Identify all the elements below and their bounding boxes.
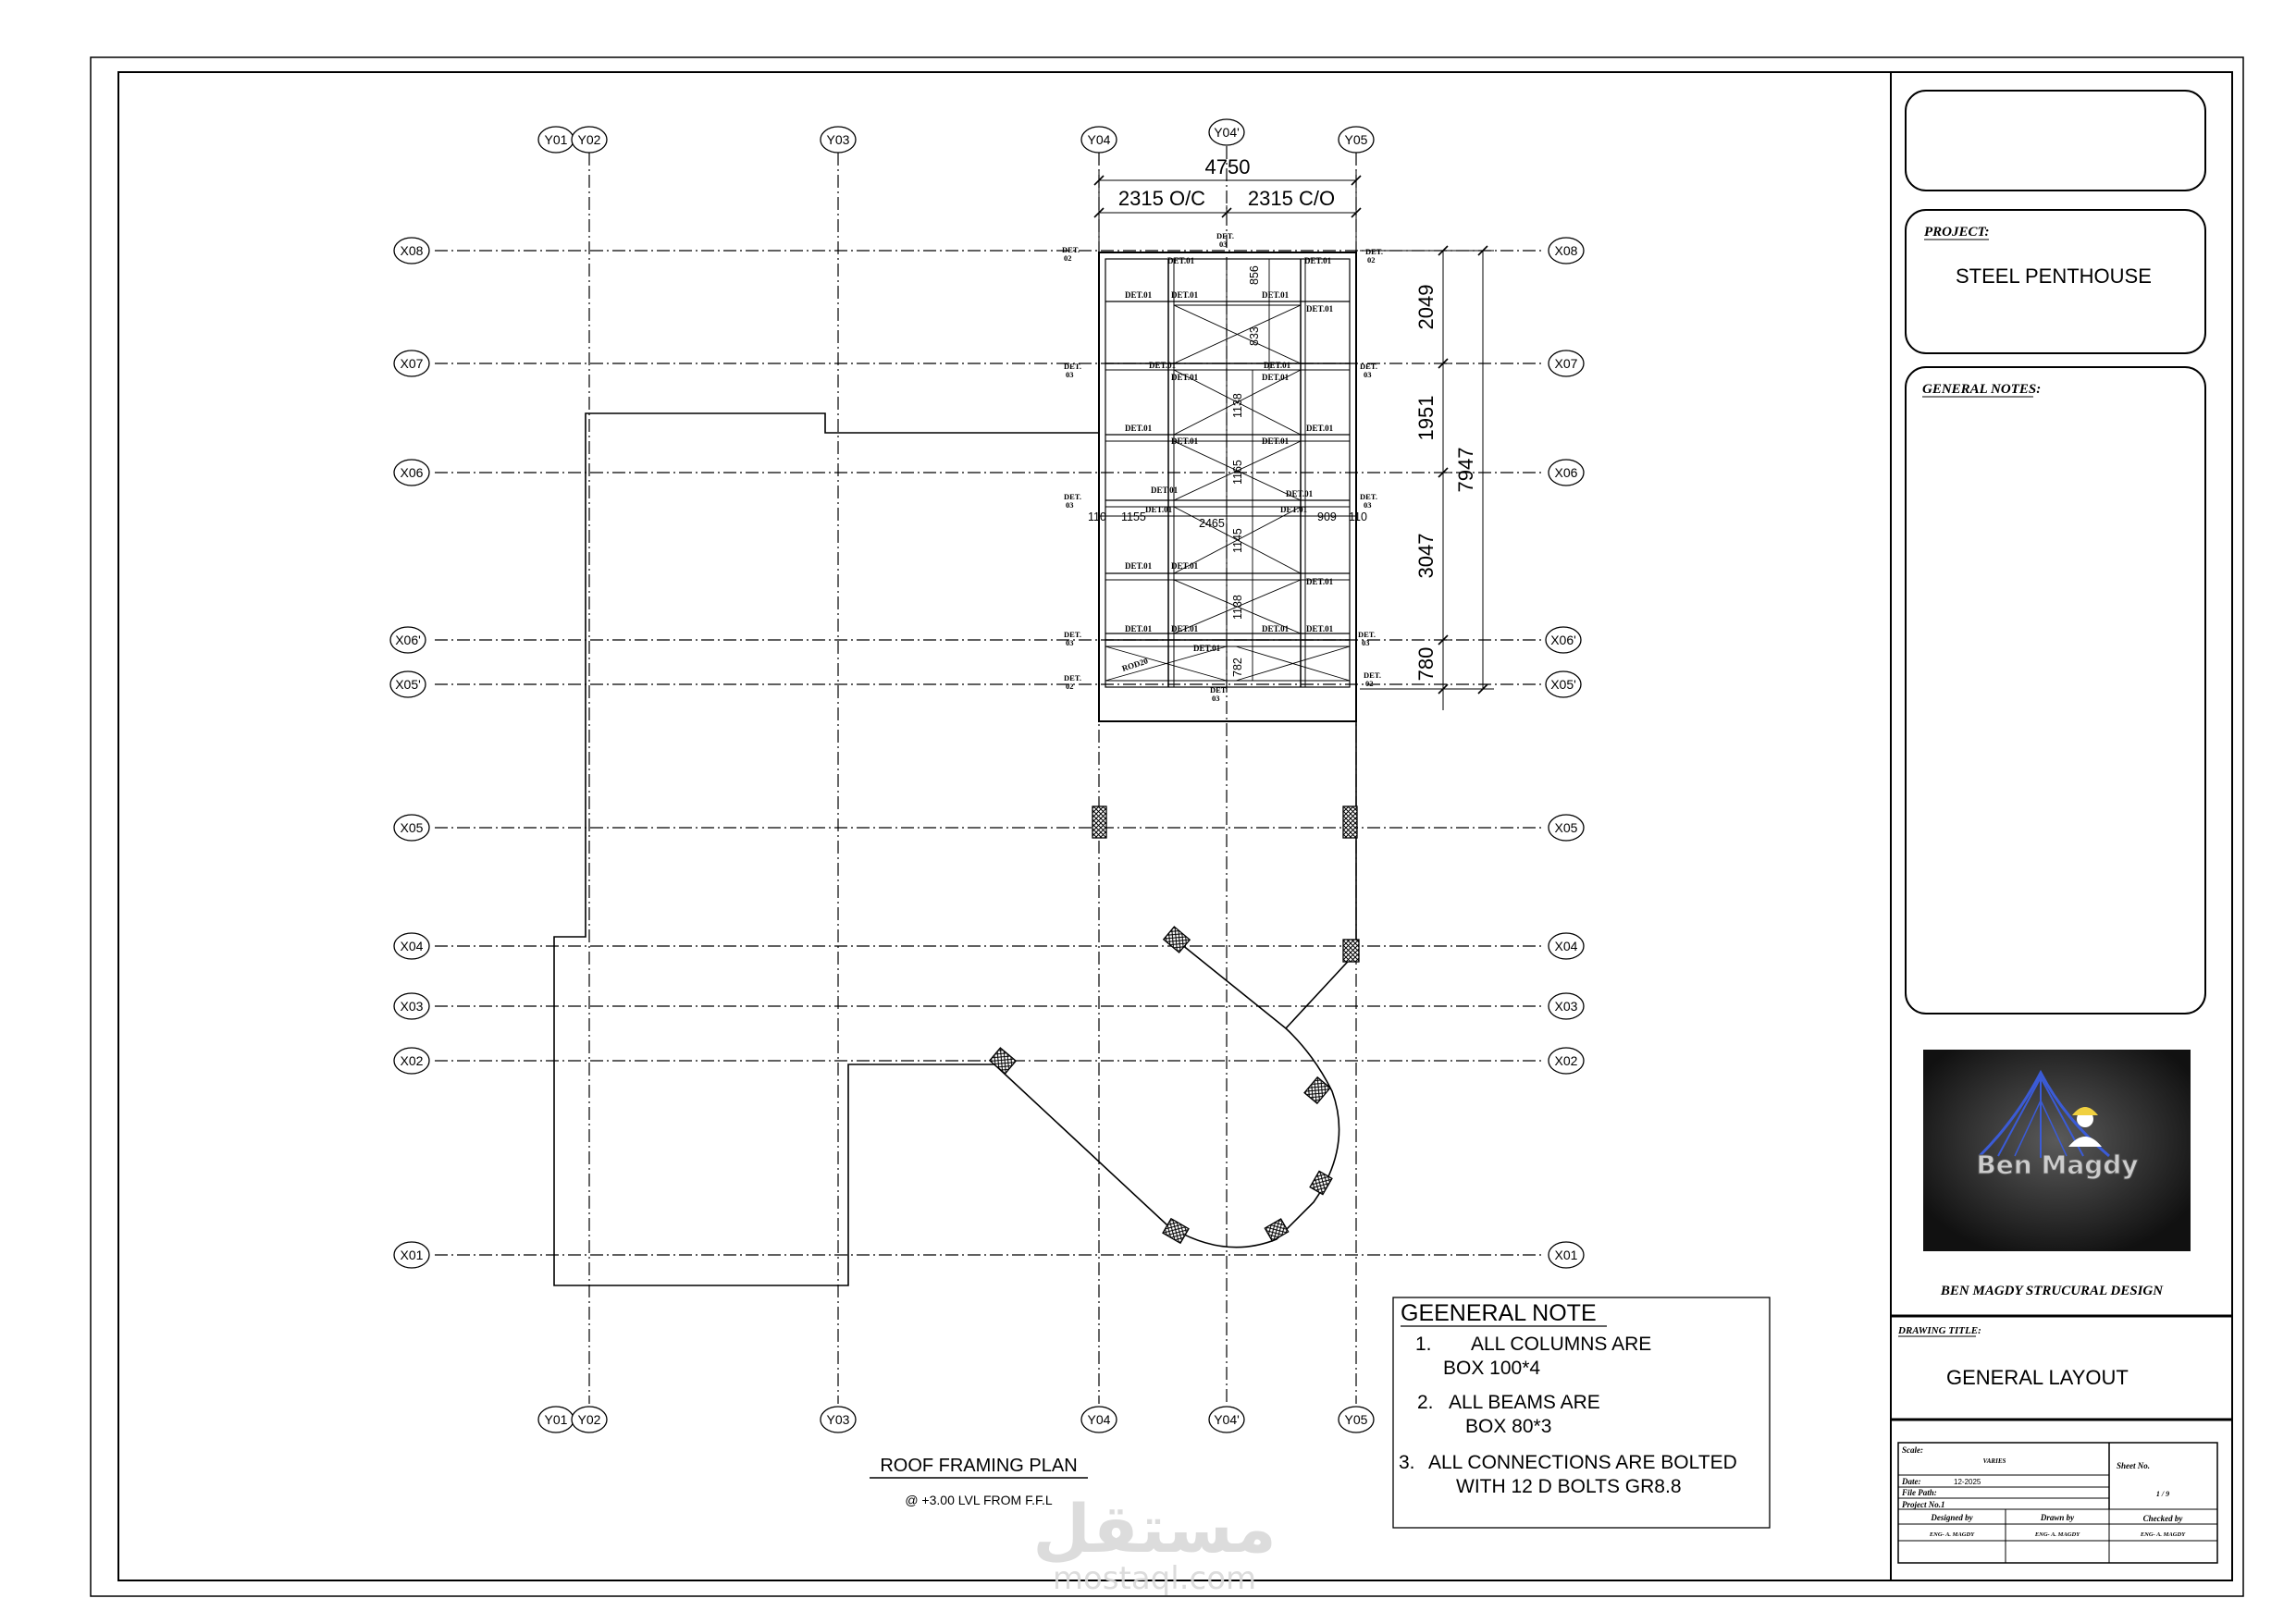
dim-text: 1138: [1231, 595, 1244, 620]
watermark-latin: mostaql.com: [1052, 1560, 1257, 1597]
title-block: [1891, 91, 2232, 1563]
general-notes-label: GENERAL NOTES:: [1922, 382, 2042, 397]
det-label: DET.01: [1286, 489, 1314, 498]
svg-text:02: 02: [1367, 255, 1376, 264]
sheet-no-value: 1 / 9: [2155, 1490, 2170, 1498]
grid-bubbles-top: [538, 119, 1374, 153]
grid-label: X05': [1550, 677, 1576, 692]
grid-label: Y05: [1344, 132, 1368, 147]
grid-label: Y01: [544, 1412, 568, 1427]
grid-label: Y04: [1087, 1412, 1111, 1427]
sheet-no-label: Sheet No.: [2117, 1461, 2150, 1470]
dim-text: 909: [1317, 510, 1337, 523]
det-label: DET.01: [1171, 624, 1199, 633]
det-label: DET.01: [1262, 436, 1290, 446]
dim-text: 833: [1248, 326, 1261, 346]
dim-text: 110: [1349, 510, 1367, 523]
det-label: DET.01: [1167, 256, 1195, 265]
scale-value: VARIES: [1982, 1457, 2006, 1465]
grid-label: X05: [1554, 820, 1578, 835]
det-label: DET.01: [1262, 290, 1290, 300]
grid-label: X02: [400, 1053, 424, 1068]
grid-label: X01: [400, 1248, 424, 1262]
columns: [990, 806, 1359, 1243]
det-label: DET.01: [1145, 505, 1173, 514]
det-label: DET.01: [1125, 424, 1153, 433]
det-label: DET.01: [1171, 436, 1199, 446]
note-item-text: ALL COLUMNS ARE: [1471, 1334, 1652, 1355]
rod-label: ROD20: [1120, 656, 1150, 673]
general-note-box: [1393, 1297, 1770, 1528]
svg-text:03: 03: [1364, 500, 1372, 510]
svg-text:03: 03: [1219, 240, 1228, 249]
drawn-by-label: Drawn by: [2040, 1513, 2075, 1522]
company-name: BEN MAGDY STRUCURAL DESIGN: [1940, 1284, 2164, 1298]
svg-text:DET.: DET.: [1358, 630, 1376, 639]
dim-text: 1145: [1231, 528, 1244, 553]
det-label: DET.01: [1193, 644, 1221, 653]
svg-text:02: 02: [1365, 679, 1374, 688]
det-label: DET.01: [1306, 577, 1334, 586]
grid-label: Y03: [826, 132, 850, 147]
dim-text: 1155: [1121, 510, 1146, 523]
note-item-number: 3.: [1399, 1452, 1415, 1473]
svg-text:02: 02: [1064, 253, 1072, 263]
grid-label: X01: [1554, 1248, 1578, 1262]
inner-dim-lines: [1099, 259, 1356, 681]
grid-label: X08: [1554, 243, 1578, 258]
grid-bubbles-sides: [390, 238, 1584, 1268]
svg-text:DET.: DET.: [1360, 362, 1377, 371]
designed-by: ENG- A. MAGDY: [1929, 1531, 1975, 1538]
grid-label: X07: [1554, 356, 1578, 371]
grid-label: X06': [1550, 633, 1576, 647]
general-note-heading: GEENERAL NOTE: [1401, 1300, 1597, 1326]
grid-label: X06: [1554, 465, 1578, 480]
logo-text: Ben Magdy: [1976, 1150, 2139, 1180]
note-item-text: BOX 80*3: [1465, 1416, 1552, 1437]
det-label: DET.01: [1171, 373, 1199, 382]
checked-by: ENG- A. MAGDY: [2140, 1531, 2186, 1538]
det-label: DET.01: [1262, 373, 1290, 382]
det-label: DET.01: [1280, 505, 1308, 514]
det-label: DET.01: [1264, 361, 1291, 370]
dim-text: 110: [1088, 510, 1106, 523]
det-label: DET.01: [1306, 424, 1334, 433]
dim-overall-height: 7947: [1454, 447, 1477, 493]
grid-label: X07: [400, 356, 424, 371]
grid-label: Y04': [1214, 125, 1240, 140]
det-label: DET.01: [1151, 486, 1179, 495]
svg-text:03: 03: [1362, 638, 1370, 647]
dim-text: 1138: [1231, 393, 1244, 418]
project-no-label: Project No.1: [1902, 1500, 1945, 1509]
grid-label: Y04: [1087, 132, 1111, 147]
grid-label: Y02: [577, 1412, 601, 1427]
det-label: DET.01: [1306, 304, 1334, 314]
det-label: DET.01: [1306, 624, 1334, 633]
det-label: DET.01: [1171, 290, 1199, 300]
dim-text: 782: [1231, 658, 1244, 677]
svg-text:DET.: DET.: [1064, 492, 1081, 501]
company-logo: [1923, 1050, 2191, 1251]
dim-bay-3: 3047: [1414, 533, 1438, 579]
grid-label: X08: [400, 243, 424, 258]
file-path-label: File Path:: [1902, 1488, 1937, 1497]
svg-text:03: 03: [1212, 694, 1220, 703]
inner-dimensions: [1088, 265, 1367, 677]
grid-label: X05': [395, 677, 421, 692]
svg-text:DET.: DET.: [1210, 685, 1228, 695]
grid-label: X06': [395, 633, 421, 647]
svg-text:DET.: DET.: [1364, 670, 1381, 680]
svg-text:DET.: DET.: [1360, 492, 1377, 501]
det-label: DET.01: [1125, 561, 1153, 571]
project-label: PROJECT:: [1924, 225, 1990, 240]
det-label: DET.01: [1125, 624, 1153, 633]
dim-bay-4: 780: [1414, 646, 1438, 682]
det-label: DET.01: [1262, 624, 1290, 633]
note-item-text: BOX 100*4: [1443, 1358, 1541, 1379]
svg-text:DET.: DET.: [1064, 673, 1081, 682]
grid-label: X04: [1554, 939, 1578, 953]
note-item-text: ALL CONNECTIONS ARE BOLTED: [1428, 1452, 1737, 1473]
drawing-title: GENERAL LAYOUT: [1946, 1366, 2129, 1389]
watermark-arabic: مستقل: [1032, 1490, 1277, 1568]
det-label: DET.01: [1304, 256, 1332, 265]
dim-text: 1165: [1231, 460, 1244, 485]
svg-text:03: 03: [1066, 638, 1074, 647]
grid-label: Y02: [577, 132, 601, 147]
note-item-text: ALL BEAMS ARE: [1449, 1392, 1600, 1413]
watermark: [1032, 1490, 1276, 1597]
checked-by-label: Checked by: [2142, 1514, 2183, 1523]
grid-label: Y05: [1344, 1412, 1368, 1427]
designed-by-label: Designed by: [1931, 1513, 1973, 1522]
dim-text: 856: [1248, 265, 1261, 285]
right-dimension-texts: [1414, 285, 1477, 682]
drawing-title-label: DRAWING TITLE:: [1898, 1325, 1981, 1336]
grid-label: Y04': [1214, 1412, 1240, 1427]
svg-text:02: 02: [1066, 682, 1074, 691]
svg-text:DET.: DET.: [1064, 362, 1081, 371]
steel-frame: [1099, 252, 1356, 721]
det-label: DET.01: [1149, 361, 1177, 370]
grid-lines: [435, 146, 1545, 1404]
plan-subtitle: @ +3.00 LVL FROM F.F.L: [905, 1493, 1053, 1507]
note-item-number: 2.: [1417, 1392, 1434, 1413]
svg-text:DET.: DET.: [1365, 247, 1383, 256]
svg-text:DET.: DET.: [1216, 231, 1234, 240]
plan-title: ROOF FRAMING PLAN: [880, 1456, 1078, 1476]
grid-label: X05: [400, 820, 424, 835]
svg-text:03: 03: [1364, 370, 1372, 379]
grid-label: X03: [1554, 999, 1578, 1014]
dim-bay-1: 2049: [1414, 284, 1438, 330]
grid-bubbles-bottom: [538, 1407, 1374, 1432]
date-label: Date:: [1902, 1477, 1921, 1486]
svg-text:03: 03: [1066, 500, 1074, 510]
dim-overall-width: 4750: [1204, 155, 1251, 178]
date-value: 12-2025: [1954, 1478, 1981, 1486]
scale-label: Scale:: [1902, 1445, 1923, 1455]
det-label: DET.01: [1171, 561, 1199, 571]
svg-text:DET.: DET.: [1062, 245, 1080, 254]
svg-text:DET.: DET.: [1064, 630, 1081, 639]
grid-label: Y03: [826, 1412, 850, 1427]
project-value: STEEL PENTHOUSE: [1956, 264, 2152, 288]
grid-label: X03: [400, 999, 424, 1014]
grid-label: X02: [1554, 1053, 1578, 1068]
svg-text:03: 03: [1066, 370, 1074, 379]
grid-label: Y01: [544, 132, 568, 147]
grid-label: X04: [400, 939, 424, 953]
det-label: DET.01: [1125, 290, 1153, 300]
grid-label: X06: [400, 465, 424, 480]
dim-bay-2: 1951: [1414, 395, 1438, 441]
drawn-by: ENG- A. MAGDY: [2034, 1531, 2080, 1538]
dim-text: 2465: [1199, 517, 1225, 530]
dim-half-left: 2315 O/C: [1117, 187, 1206, 210]
note-item-number: 1.: [1415, 1334, 1432, 1355]
dim-half-right: 2315 C/O: [1247, 187, 1336, 210]
note-item-text: WITH 12 D BOLTS GR8.8: [1456, 1476, 1682, 1497]
